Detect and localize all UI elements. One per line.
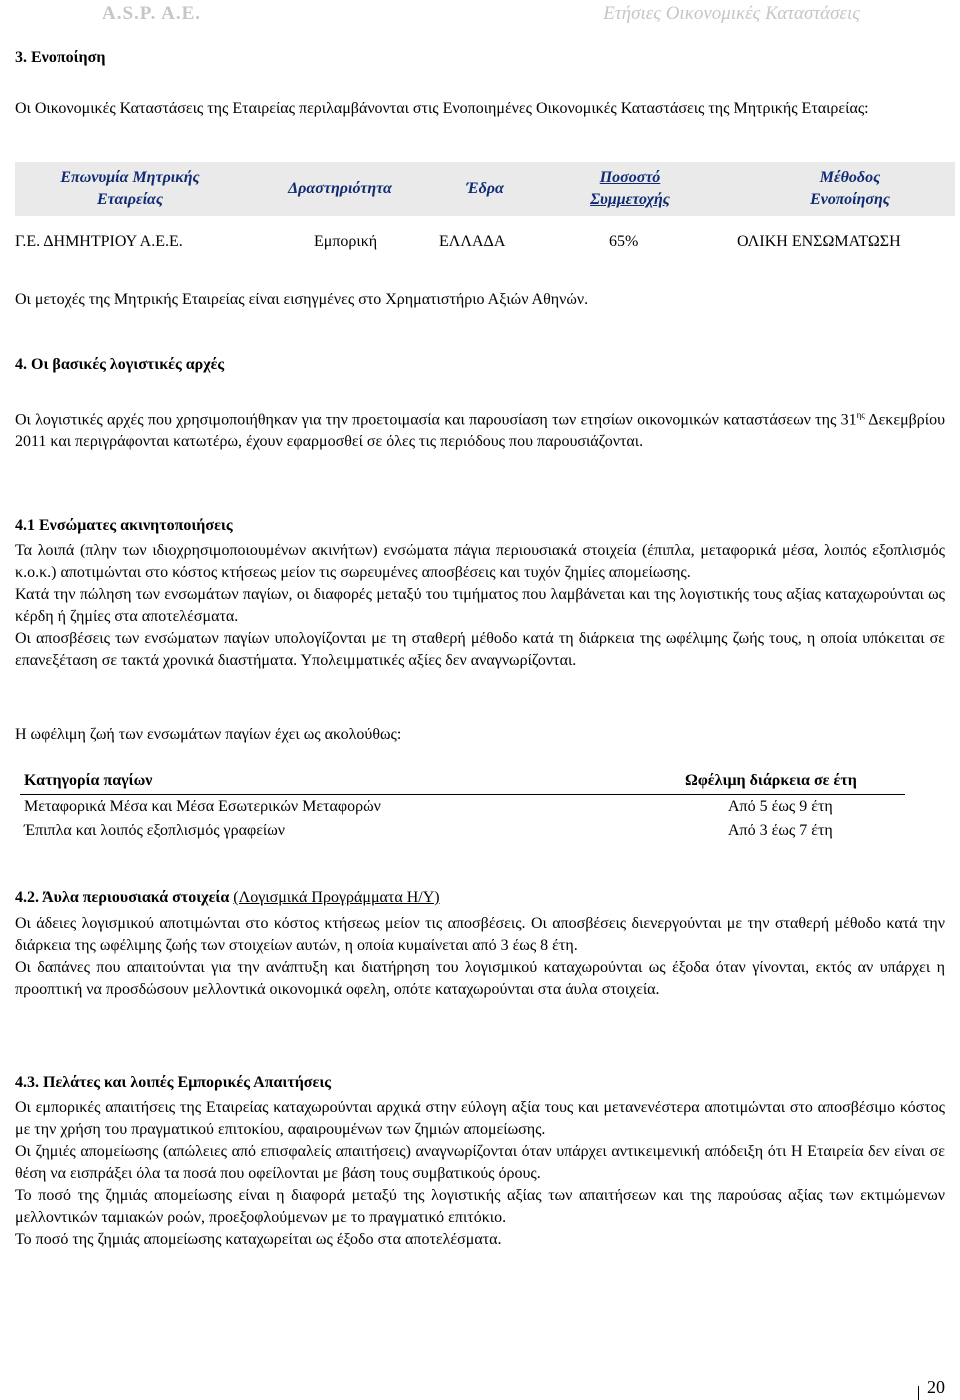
section-4-3-heading: 4.3. Πελάτες και λοιπές Εμπορικές Απαιτήσεις: [15, 1074, 332, 1091]
th-category: Κατηγορία παγίων: [24, 772, 153, 789]
page-number-rule: [918, 1386, 919, 1400]
table-row: [24, 822, 285, 840]
td-activity: Εμπορική: [314, 233, 378, 250]
section-4-heading: 4. Οι βασικές λογιστικές αρχές: [15, 356, 225, 373]
th-seat: Έδρα: [466, 180, 504, 197]
s43-p2: Οι ζημιές απομείωσης (απώλειες από επισφαλείς απαιτήσεις) αναγνωρίζονται όταν υπάρχει αντικειμενική απόδειξη ότι Η Εταιρεία δεν είναι σε θέση να εισπράξει όλα τα ποσά που οφείλονται με βάση τους συμβατικούς όρους.: [15, 1143, 945, 1182]
s41-p1: Τα λοιπά (πλην των ιδιοχρησιμοποιουμένων ακινήτων) ενσώματα πάγια περιουσιακά στοιχεία (έπιπλα, μεταφορικά μέσα, λοιπός εξοπλισμός κ.ο.κ.) αποτιμώνται στο κόστος κτήσεως μείον τις σωρευμένες αποσβέσεις και τυχόν ζημίες απομείωσης.: [15, 542, 945, 581]
section-4-text: Οι λογιστικές αρχές που χρησιμοποιήθηκαν για την προετοιμασία και παρουσίαση των ετησίων οικονομικών καταστάσεων της $31^{\eta\varsigma}$ Δεκεμβρίου 2011 και περιγράφονται κατωτέρω, έχουν εφαρμοσθεί σε όλες τις περιόδους που παρουσιάζονται.: [15, 410, 946, 451]
td-method: ΟΛΙΚΗ ΕΝΣΩΜΑΤΩΣΗ: [737, 233, 901, 250]
section-4-2-heading: 4.2. Άυλα περιουσιακά στοιχεία (Λογισμικά Προγράμματα Η/Υ): [15, 889, 440, 906]
s42-p1: Οι άδειες λογισμικού αποτιμώνται στο κόστος κτήσεως μείον τις αποσβέσεις. Οι αποσβέσεις διενεργούνται με την σταθερή μέθοδο κατά την διάρκεια της ωφέλιμης ζωής των στοιχείων αυτών, η οποία κυμαίνεται από 3 έως 8 έτη.: [15, 915, 945, 954]
page-number: 20: [927, 1377, 945, 1397]
th-method: Μέθοδος Ενοποίησης: [810, 169, 890, 208]
header-company: A.S.P. A.E.: [102, 3, 201, 24]
life-cat: Μεταφορικά Μέσα και Μέσα Εσωτερικών Μεταφορών: [24, 798, 381, 815]
useful-life-intro: Η ωφέλιμη ζωή των ενσωμάτων παγίων έχει ως ακολούθως:: [15, 726, 402, 743]
th-share: Ποσοστό Συμμετοχής: [590, 169, 670, 208]
header-title: Ετήσιες Οικονομικές Καταστάσεις: [603, 3, 860, 24]
life-cat: Έπιπλα και λοιπός εξοπλισμός γραφείων: [24, 822, 285, 839]
useful-life-table-header: [20, 772, 905, 795]
s41-p3: Οι αποσβέσεις των ενσώματων παγίων υπολογίζονται με τη σταθερή μέθοδο κατά τη διάρκεια της ωφέλιμης ζωής τους, η οποία υπόκειται σε επανεξέταση σε τακτά χρονικά διαστήματα. Υπολειμματικές αξίες δεν αναγνωρίζονται.: [15, 630, 945, 669]
section-4-1-heading: 4.1 Ενσώματες ακινητοποιήσεις: [15, 517, 233, 534]
s43-p4: Το ποσό της ζημιάς απομείωσης καταχωρείται ως έξοδο στα αποτελέσματα.: [15, 1231, 502, 1248]
td-seat: ΕΛΛΑΔΑ: [439, 233, 506, 250]
listing-note: Οι μετοχές της Μητρικής Εταιρείας είναι εισηγμένες στο Χρηματιστήριο Αξιών Αθηνών.: [15, 291, 589, 308]
section-3-heading: 3. Ενοποίηση: [15, 49, 106, 66]
table-row-life: Από 3 έως 7 έτη: [728, 822, 833, 839]
section-4-2-body: [15, 913, 945, 1001]
th-useful-life: Ωφέλιμη διάρκεια σε έτη: [685, 772, 857, 789]
s43-p1: Οι εμπορικές απαιτήσεις της Εταιρείας καταχωρούνται αρχικά στην εύλογη αξία τους και μετανενέστερα αποτιμώνται στο αποσβέσιμο κόστος με την χρήση του πραγματικού επιτοκίου, αφαιρουμένων των ζημιών απομείωσης.: [15, 1099, 945, 1138]
th-parent-name: Επωνυμία Μητρικής Εταιρείας: [60, 169, 200, 208]
intro-text: Οι Οικονομικές Καταστάσεις της Εταιρείας περιλαμβάνονται στις Ενοποιημένες Οικονομικές Καταστάσεις της Μητρικής Εταιρείας:: [15, 100, 869, 117]
section-4-1-body: [15, 540, 945, 672]
s42-p2: Οι δαπάνες που απαιτούνται για την ανάπτυξη και διατήρηση του λογισμικού καταχωρούνται ως έξοδα όταν γίνονται, εκτός αν υπάρχει η προοπτική να προσδώσουν μελλοντικά οικονομικά οφελη, οπότε καταχωρούνται στα άυλα στοιχεία.: [15, 959, 945, 998]
s43-p3: Το ποσό της ζημιάς απομείωσης είναι η διαφορά μεταξύ της λογιστικής αξίας των απαιτήσεων και της παρούσας αξίας των εκτιμώμενων μελλοντικών ταμιακών ροών, προεξοφλούμενων με το πραγματικό επιτόκιο.: [15, 1187, 945, 1226]
section-4-body: [15, 404, 945, 453]
section-4-3-body: [15, 1097, 945, 1251]
section-3-note: [15, 289, 945, 311]
th-activity: Δραστηριότητα: [288, 180, 392, 197]
td-parent-name: Γ.Ε. ΔΗΜΗΤΡΙΟΥ Α.Ε.Ε.: [15, 233, 183, 250]
s41-p2: Κατά την πώληση των ενσωμάτων παγίων, οι διαφορές μεταξύ του τιμήματος που λαμβάνεται και της λογιστικής τους αξίας καταχωρούνται ως κέρδη ή ζημίες στα αποτελέσματα.: [15, 586, 945, 625]
table-row: [24, 798, 381, 816]
section-3-intro: [15, 98, 945, 120]
table-row-life: Από 5 έως 9 έτη: [728, 798, 833, 815]
td-share: 65%: [609, 233, 639, 250]
